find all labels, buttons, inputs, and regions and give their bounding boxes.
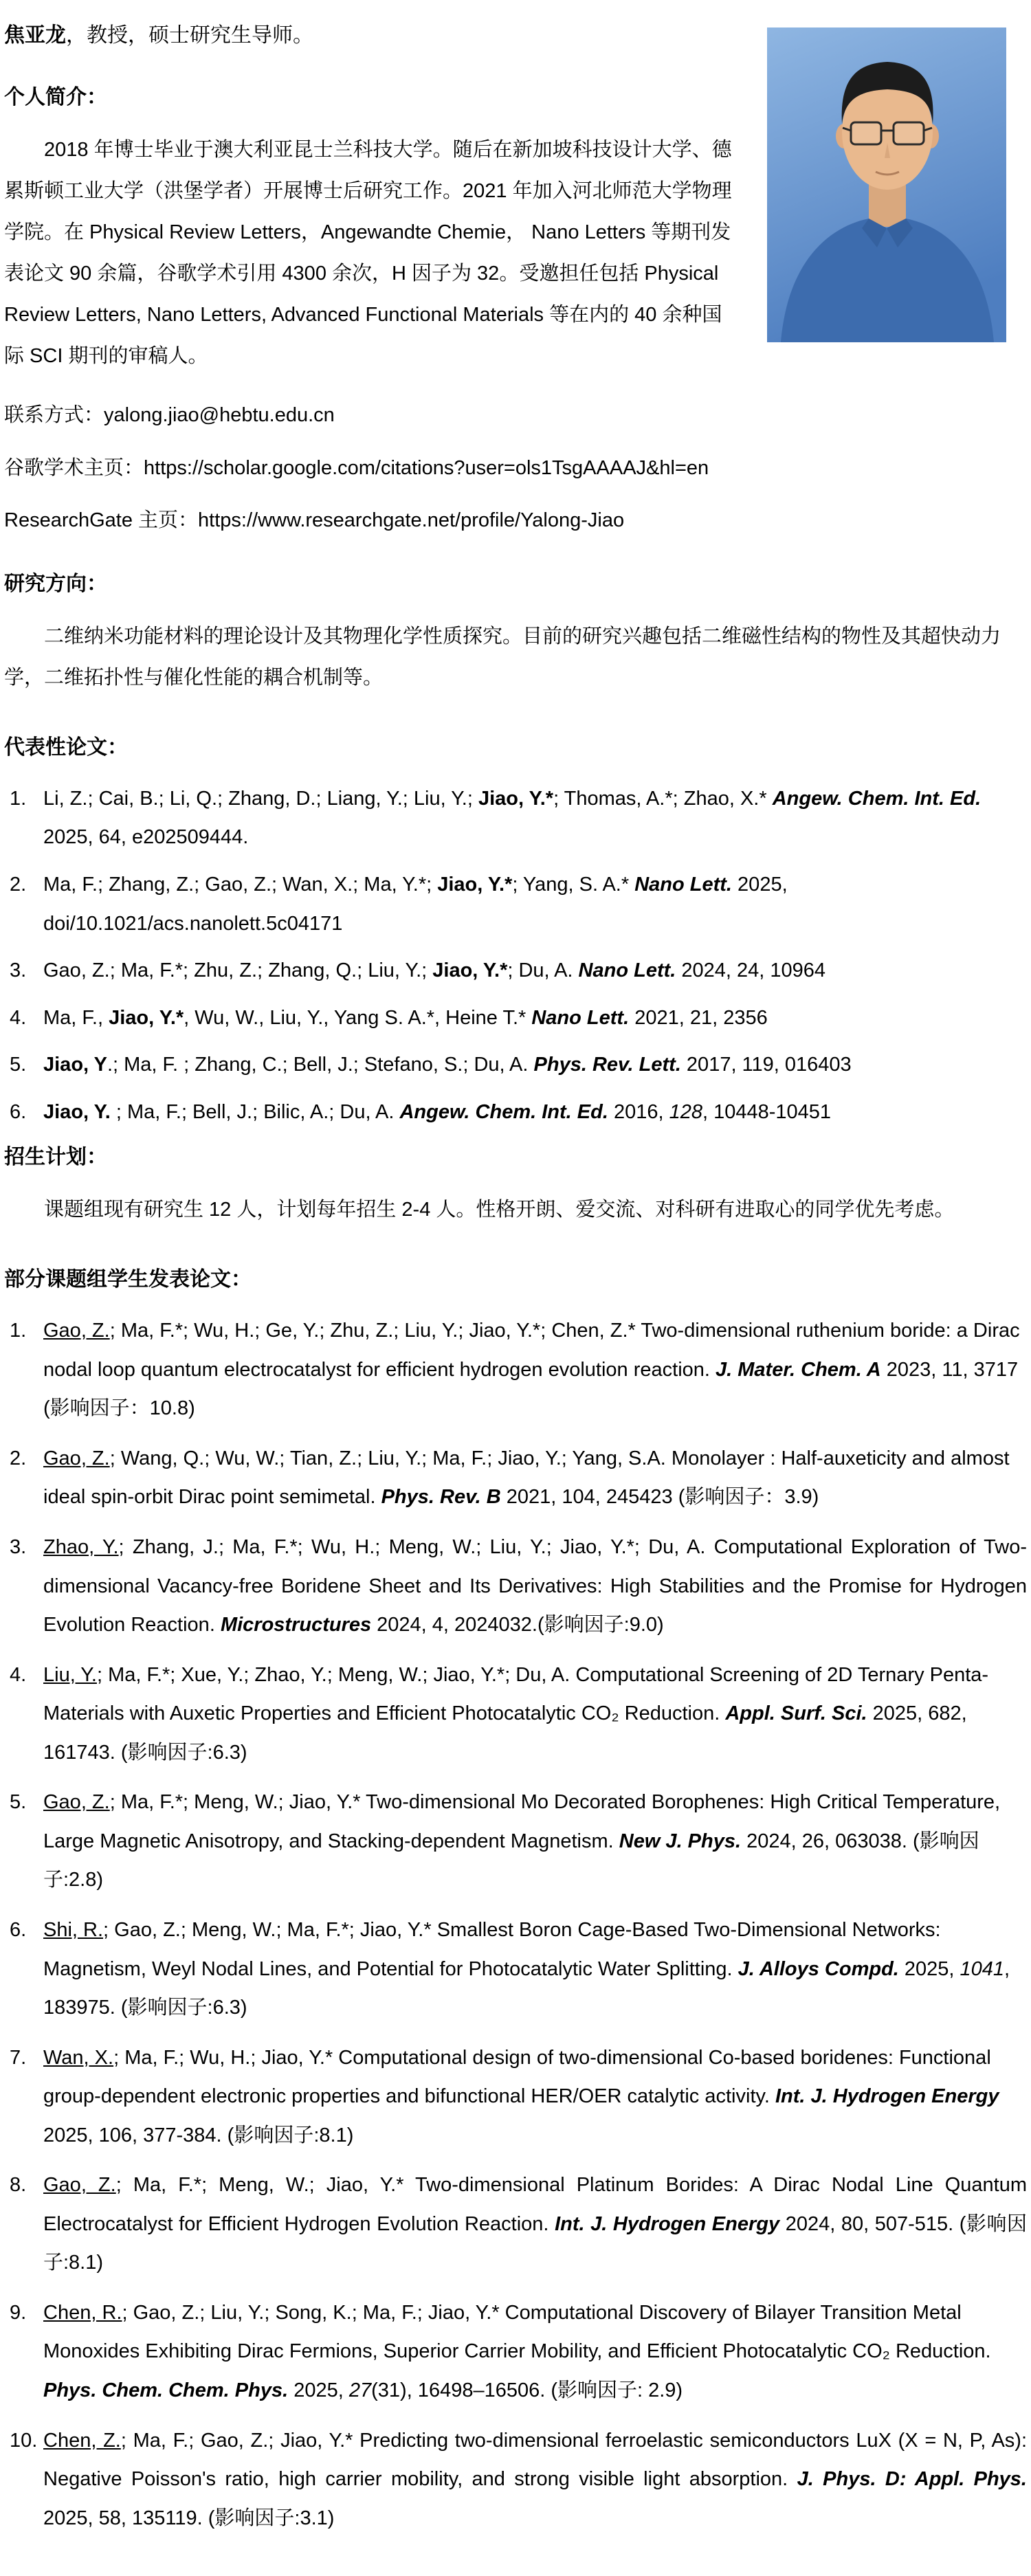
paper-segment: Appl. Surf. Sci. — [725, 1702, 867, 1725]
paper-segment: J. Alloys Compd. — [738, 1957, 899, 1980]
paper-segment: 2025, — [288, 2379, 349, 2401]
google-scholar-label: 谷歌学术主页： — [4, 456, 144, 479]
paper-item — [4, 2421, 1027, 2538]
contact-email-value: yalong.jiao@hebtu.edu.cn — [104, 404, 335, 427]
paper-segment: 2021, 104, 245423 (影响因子：3.9) — [500, 1486, 819, 1509]
portrait-photo-image — [767, 27, 1006, 342]
paper-segment: Wan, X. — [43, 2046, 114, 2069]
paper-segment: 2017, 119, 016403 — [680, 1054, 852, 1076]
paper-segment: ; Zhang, J.; Ma, F.*; Wu, H.; Meng, W.; Liu, Y.; Jiao, Y.*; Du, A. Computational Exploration of Two-dimensional Vacancy-free Boridene Sheet and Its Derivatives: High Stabilities and the Promise for Hydrogen Evolution Reaction. — [43, 1536, 1027, 1636]
paper-item — [4, 1439, 1027, 1517]
paper-item — [4, 999, 1027, 1038]
research-paragraph: 二维纳米功能材料的理论设计及其物理化学性质探究。目前的研究兴趣包括二维磁性结构的物性及其超快动力学，二维拓扑性与催化性能的耦合机制等。 — [4, 625, 1001, 689]
profile-section-heading: 个人简介： — [4, 86, 107, 109]
paper-segment: Gao, Z. — [43, 1447, 110, 1469]
paper-segment: J. Phys. D: Appl. Phys. — [797, 2468, 1027, 2491]
paper-segment: 1041 — [960, 1957, 1005, 1980]
paper-segment: (31), 16498–16506. (影响因子: 2.9) — [371, 2379, 683, 2401]
recruitment-paragraph: 课题组现有研究生 12 人，计划每年招生 2-4 人。性格开朗、爱交流、对科研有进取心的同学优先考虑。 — [44, 1199, 955, 1221]
professor-titles: ，教授，硕士研究生导师。 — [66, 24, 313, 47]
paper-item — [4, 1911, 1027, 2028]
paper-segment: ; Ma, F.*; Meng, W.; Jiao, Y.* Two-dimensional Mo Decorated Borophenes: High Critical Temperature, Large Magnetic Anisotropy, and Stacking-dependent Magnetism. — [43, 1791, 1001, 1852]
paper-segment: ; Thomas, A.*; Zhao, X.* — [553, 787, 773, 810]
paper-segment: Ma, F.; Zhang, Z.; Gao, Z.; Wan, X.; Ma, Y.*; — [43, 874, 438, 896]
researchgate-url: https://www.researchgate.net/profile/Yalong-Jiao — [198, 509, 625, 532]
paper-segment: Chen, R. — [43, 2301, 122, 2324]
professor-name: 焦亚龙 — [4, 24, 66, 47]
paper-segment: ; Gao, Z.; Meng, W.; Ma, F.*; Jiao, Y.* Smallest Boron Cage-Based Two-Dimensional Networks: Magnetism, Weyl Nodal Lines, and Potential for Photocatalytic Water Splitting. — [43, 1918, 941, 1980]
research-section-heading: 研究方向： — [4, 572, 107, 595]
paper-segment: 2023, 11, 3717 (影响因子：10.8) — [43, 1358, 1019, 1420]
paper-item — [4, 1656, 1027, 1773]
paper-segment: ; Ma, F.*; Xue, Y.; Zhao, Y.; Meng, W.; Jiao, Y.*; Du, A. Computational Screening of 2D Ternary Penta-Materials with Auxetic Properties and Efficient Photocatalytic CO₂ Reduction. — [43, 1663, 989, 1725]
paper-segment: Chen, Z. — [43, 2429, 121, 2452]
researchgate-line — [4, 507, 1027, 535]
paper-segment: Li, Z.; Cai, B.; Li, Q.; Zhang, D.; Liang, Y.; Liu, Y.; — [43, 787, 478, 810]
paper-item — [4, 951, 1027, 990]
google-scholar-url: https://scholar.google.com/citations?user=ols1TsgAAAAJ&hl=en — [144, 456, 709, 479]
paper-segment: J. Mater. Chem. A — [716, 1358, 881, 1381]
paper-segment: ; Yang, S. A.* — [512, 874, 635, 896]
paper-segment: ; Du, A. — [507, 959, 579, 982]
paper-segment: Jiao, Y.* — [109, 1006, 184, 1029]
paper-segment: Jiao, Y. — [43, 1100, 111, 1123]
paper-segment: Int. J. Hydrogen Energy — [775, 2085, 999, 2108]
paper-segment: Int. J. Hydrogen Energy — [555, 2212, 780, 2235]
researchgate-label: ResearchGate 主页： — [4, 509, 199, 532]
paper-segment: Phys. Rev. B — [381, 1486, 501, 1509]
paper-segment: 2024, 4, 2024032.(影响因子:9.0) — [371, 1614, 664, 1636]
paper-segment: Angew. Chem. Int. Ed. — [772, 787, 982, 810]
paper-item — [4, 1311, 1027, 1428]
paper-segment: ; Ma, F.; Gao, Z.; Jiao, Y.* Predicting two-dimensional ferroelastic semiconductors LuX (X = N, P, As): Negative Poisson's ratio, high carrier mobility, and strong visible light absorption. — [43, 2429, 1027, 2491]
paper-segment: ; Ma, F.*; Wu, H.; Ge, Y.; Zhu, Z.; Liu, Y.; Jiao, Y.*; Chen, Z.* Two-dimensional ruthenium boride: a Dirac nodal loop quantum electrocatalyst for efficient hydrogen evolution reaction. — [43, 1320, 1020, 1381]
paper-segment: 2024, 26, 063038. (影响因子:2.8) — [43, 1830, 979, 1891]
paper-segment: Nano Lett. — [531, 1006, 630, 1029]
paper-segment: Phys. Rev. Lett. — [533, 1054, 681, 1076]
paper-segment: 2025, 64, e202509444. — [43, 826, 249, 849]
paper-item — [4, 1783, 1027, 1900]
paper-segment: Gao, Z. — [43, 1791, 110, 1814]
paper-segment: , Wu, W., Liu, Y., Yang S. A.*, Heine T.* — [184, 1006, 532, 1029]
representative-papers-heading: 代表性论文： — [4, 735, 128, 759]
paper-segment: Jiao, Y.* — [478, 787, 554, 810]
paper-item — [4, 865, 1027, 943]
paper-segment: Ma, F., — [43, 1006, 109, 1029]
paper-segment: 2021, 21, 2356 — [629, 1006, 768, 1029]
paper-segment: 2025, — [898, 1957, 960, 1980]
paper-segment: Gao, Z. — [43, 2174, 116, 2197]
paper-item — [4, 779, 1027, 857]
paper-segment: , 183975. (影响因子:6.3) — [43, 1957, 1010, 2019]
paper-segment: 2025, 106, 377-384. (影响因子:8.1) — [43, 2124, 354, 2146]
paper-segment: .; Ma, F. ; Zhang, C.; Bell, J.; Stefano, S.; Du, A. — [107, 1054, 534, 1076]
paper-segment: 2024, 24, 10964 — [676, 959, 826, 982]
paper-segment: ; Ma, F.; Bell, J.; Bilic, A.; Du, A. — [110, 1100, 400, 1123]
paper-segment: 27 — [348, 2379, 372, 2401]
profile-paragraph: 2018 年博士毕业于澳大利亚昆士兰科技大学。随后在新加坡科技设计大学、德累斯顿工业大学（洪堡学者）开展博士后研究工作。2021 年加入河北师范大学物理学院。在 Physical Review Letters，Angewandte Chemie， Nano Letters 等期刊发表论文 90 余篇，谷歌学术引用 4300 余次，H 因子为 32。受邀担任包括 Physical Review Letters, Nano Letters, Advanced Functional Materials 等在内的 40 余种国际 SCI 期刊的审稿人。 — [4, 139, 732, 368]
paper-segment: New J. Phys. — [619, 1830, 742, 1852]
paper-segment: Jiao, Y — [43, 1054, 107, 1076]
paper-segment: ; Ma, F.; Wu, H.; Jiao, Y.* Computational design of two-dimensional Co-based boridenes: Functional group-dependent electronic properties and bifunctional HER/OER catalytic activity. — [43, 2046, 991, 2108]
paper-segment: 128 — [669, 1100, 702, 1123]
paper-segment: Phys. Chem. Chem. Phys. — [43, 2379, 289, 2401]
paper-segment: Nano Lett. — [578, 959, 676, 982]
paper-item — [4, 2039, 1027, 2155]
paper-item — [4, 1093, 1027, 1132]
google-scholar-line — [4, 454, 1027, 482]
paper-segment: 2016, — [608, 1100, 669, 1123]
paper-item — [4, 2166, 1027, 2283]
paper-segment: ; Ma, F.*; Meng, W.; Jiao, Y.* Two-dimensional Platinum Borides: A Dirac Nodal Line Quantum Electrocatalyst for Efficient Hydrogen Evolution Reaction. — [43, 2174, 1027, 2235]
paper-segment: Liu, Y. — [43, 1663, 97, 1686]
paper-segment: ; Gao, Z.; Liu, Y.; Song, K.; Ma, F.; Jiao, Y.* Computational Discovery of Bilayer Transition Metal Monoxides Exhibiting Dirac Fermions, Superior Carrier Mobility, and Efficient Photocatalytic CO₂ Reduction. — [43, 2301, 991, 2363]
paper-segment: , 10448-10451 — [702, 1100, 832, 1123]
contact-email-line — [4, 401, 1027, 430]
paper-segment: 2025, 58, 135119. (影响因子:3.1) — [43, 2507, 335, 2529]
recruitment-heading: 招生计划： — [4, 1146, 107, 1169]
contact-email-label: 联系方式： — [4, 404, 104, 427]
paper-segment: Angew. Chem. Int. Ed. — [399, 1100, 608, 1123]
student-papers-heading: 部分课题组学生发表论文： — [4, 1268, 252, 1291]
paper-segment: Jiao, Y.* — [432, 959, 508, 982]
paper-item — [4, 1528, 1027, 1645]
paper-item — [4, 1045, 1027, 1085]
portrait-photo — [767, 27, 1006, 342]
representative-papers-list — [4, 779, 1027, 1131]
paper-item — [4, 2294, 1027, 2410]
paper-segment: Gao, Z. — [43, 1320, 110, 1342]
paper-segment: 2025, 682, 161743. (影响因子:6.3) — [43, 1702, 967, 1764]
paper-segment: Nano Lett. — [634, 874, 732, 896]
paper-segment: Zhao, Y. — [43, 1536, 119, 1559]
paper-segment: Microstructures — [220, 1614, 372, 1636]
paper-segment: 2025, doi/10.1021/acs.nanolett.5c04171 — [43, 874, 788, 935]
paper-segment: Jiao, Y.* — [437, 874, 513, 896]
paper-segment: Shi, R. — [43, 1918, 104, 1941]
paper-segment: Gao, Z.; Ma, F.*; Zhu, Z.; Zhang, Q.; Liu, Y.; — [43, 959, 433, 982]
student-papers-list — [4, 1311, 1027, 2538]
paper-segment: 2024, 80, 507-515. (影响因子:8.1) — [43, 2212, 1028, 2274]
paper-segment: ; Wang, Q.; Wu, W.; Tian, Z.; Liu, Y.; Ma, F.; Jiao, Y.; Yang, S.A. Monolayer : Half-auxeticity and almost ideal spin-orbit Dirac point semimetal. — [43, 1447, 1010, 1509]
